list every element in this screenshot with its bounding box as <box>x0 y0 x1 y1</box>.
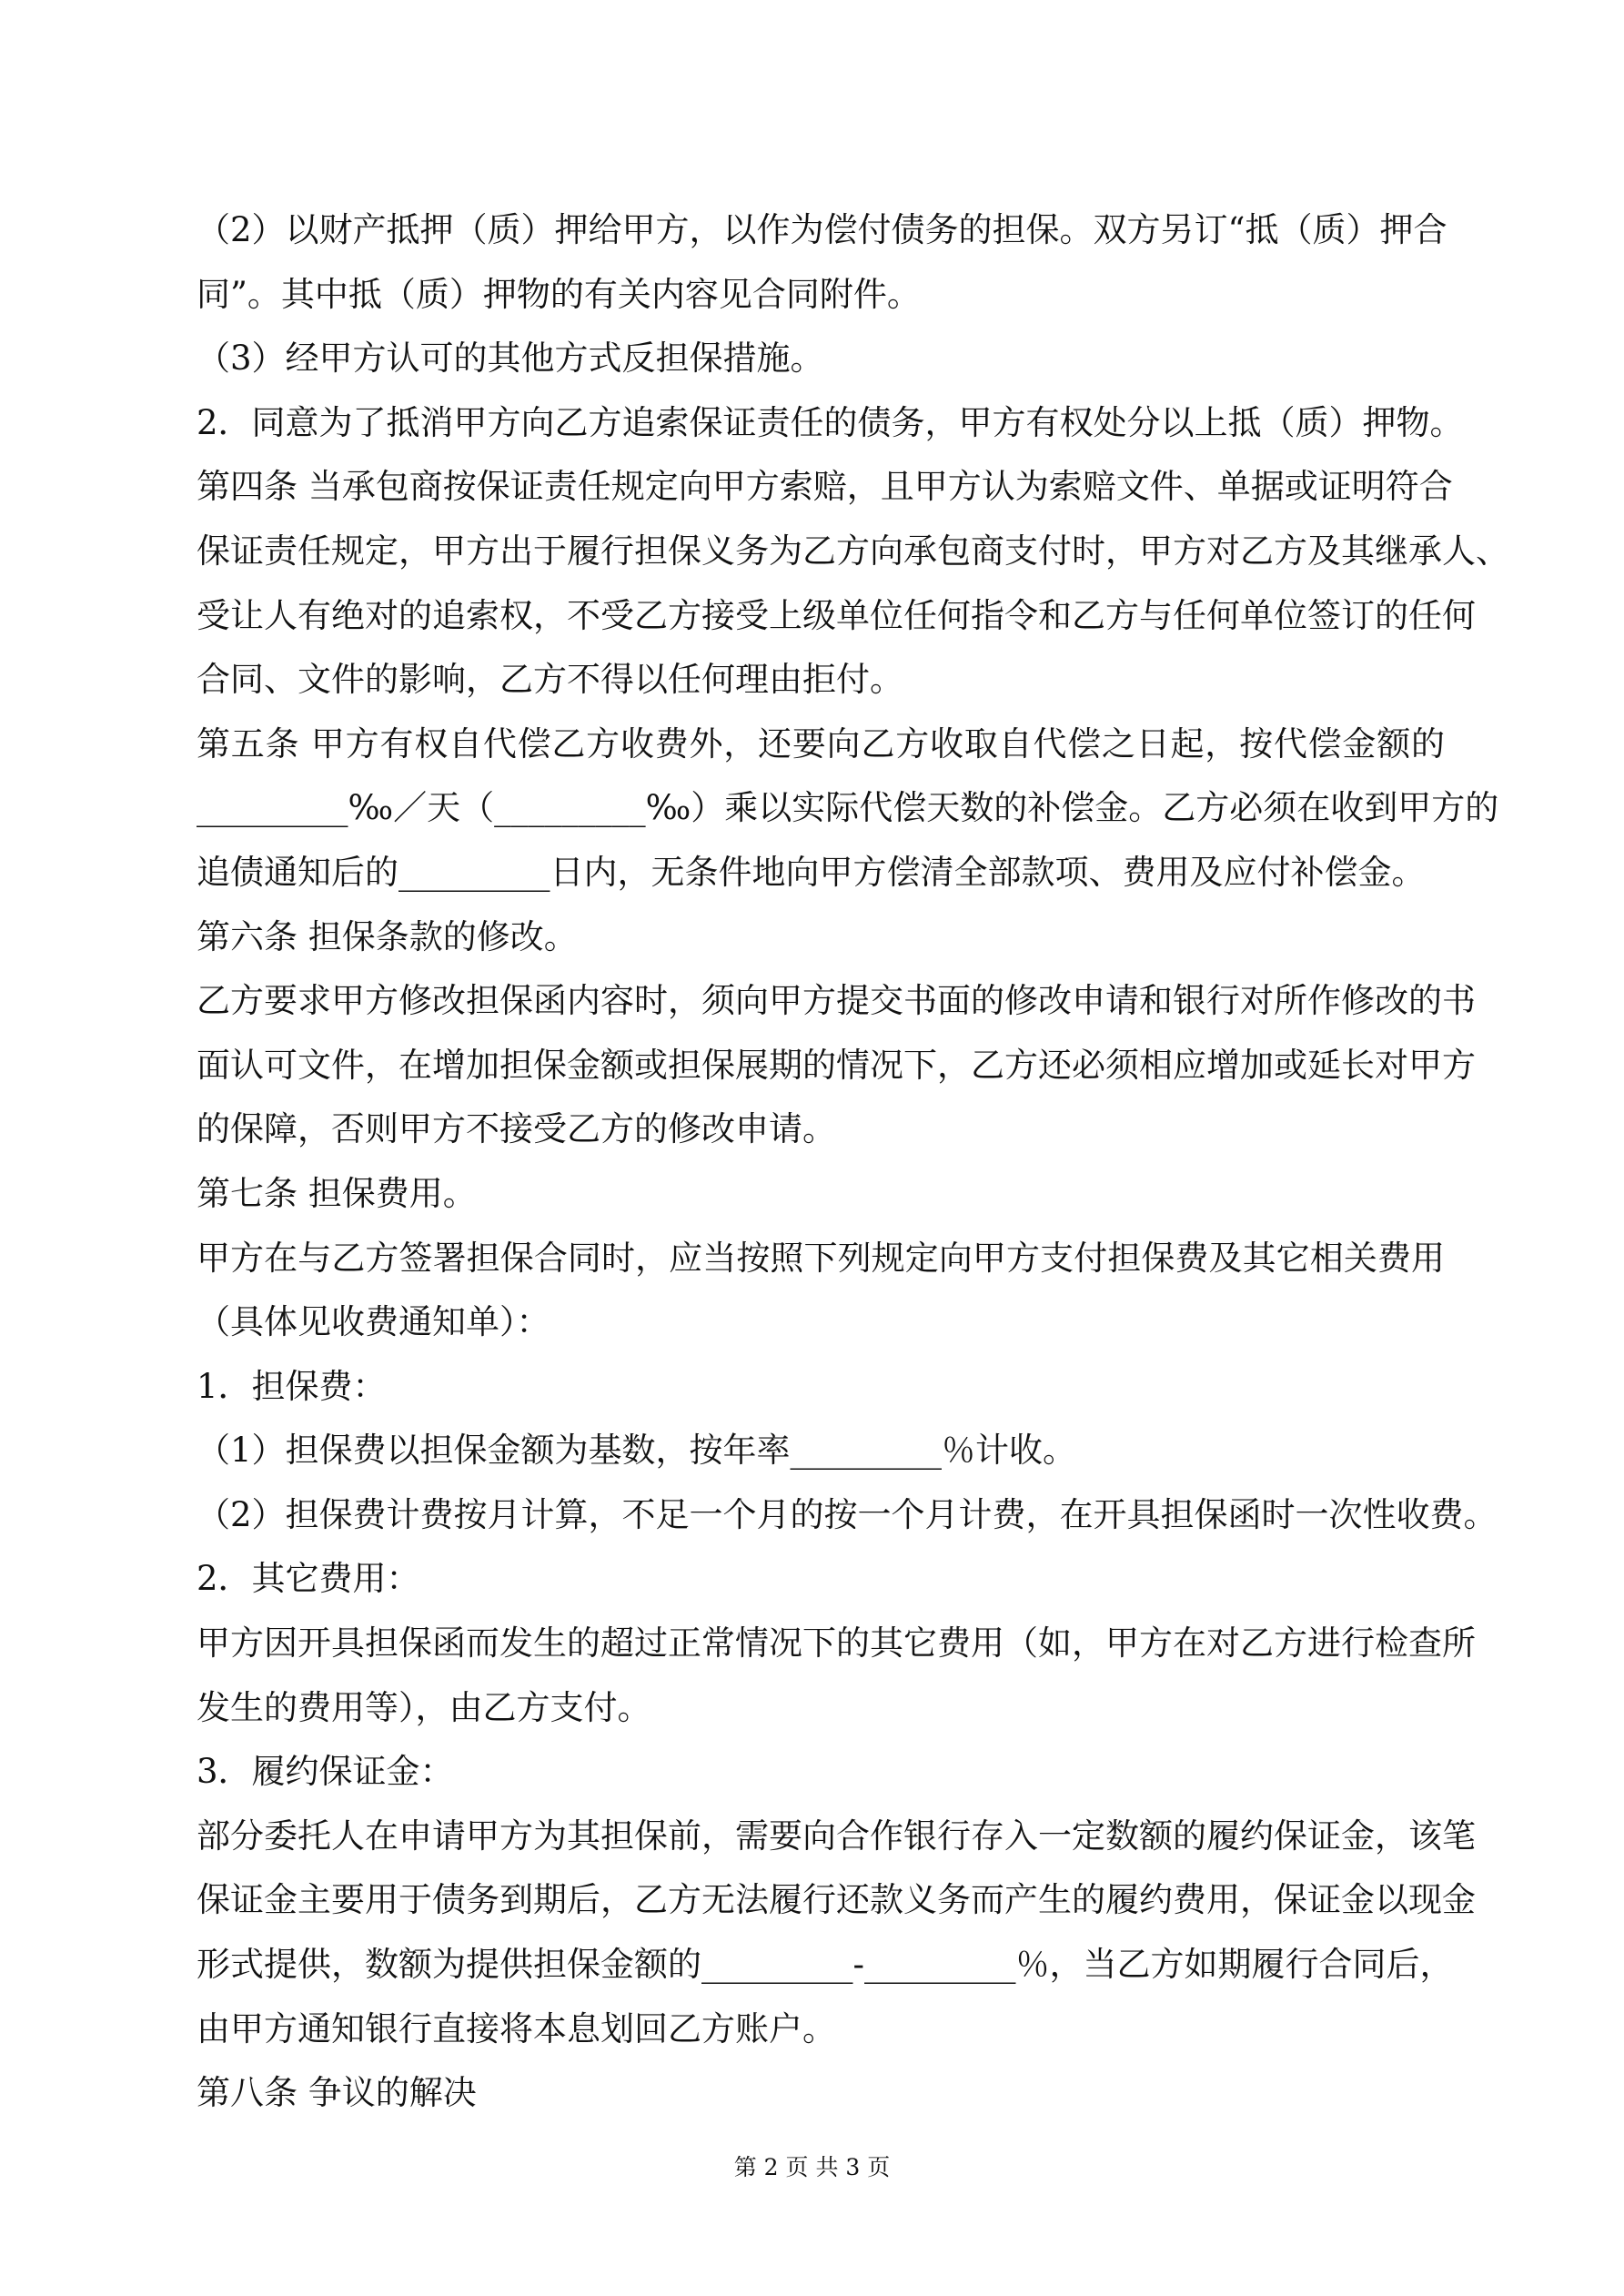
text-line: 部分委托人在申请甲方为其担保前，需要向合作银行存入一定数额的履约保证金，该笔 <box>197 1816 1476 1856</box>
text-line: 形式提供，数额为提供担保金额的_________-_________％，当乙方如期履行合同后， <box>197 1945 1454 1985</box>
text-line: 第四条 当承包商按保证责任规定向甲方索赔，且甲方认为索赔文件、单据或证明符合 <box>197 467 1453 507</box>
text-line: 的保障，否则甲方不接受乙方的修改申请。 <box>197 1109 836 1149</box>
text-line: 1．担保费： <box>197 1366 387 1406</box>
text-line: （1）担保费以担保金额为基数，按年率_________％计收。 <box>197 1431 1077 1471</box>
text-line: 第五条 甲方有权自代偿乙方收费外，还要向乙方收取自代偿之日起，按代偿金额的 <box>197 723 1445 764</box>
text-line: 保证责任规定，甲方出于履行担保义务为乙方向承包商支付时，甲方对乙方及其继承人、 <box>197 531 1509 571</box>
text-line: 面认可文件，在增加担保金额或担保展期的情况下，乙方还必须相应增加或延长对甲方 <box>197 1045 1476 1085</box>
text-line: 保证金主要用于债务到期后，乙方无法履行还款义务而产生的履约费用，保证金以现金 <box>197 1880 1476 1920</box>
text-line: 同”。其中抵（质）押物的有关内容见合同附件。 <box>197 274 921 314</box>
text-line: 第六条 担保条款的修改。 <box>197 916 578 956</box>
text-line: 第八条 争议的解决 <box>197 2073 477 2113</box>
text-line: 甲方因开具担保函而发生的超过正常情况下的其它费用（如，甲方在对乙方进行检查所 <box>197 1623 1476 1664</box>
text-line: （2）以财产抵押（质）押给甲方，以作为偿付债务的担保。双方另订“抵（质）押合 <box>197 210 1447 249</box>
text-line: （3）经甲方认可的其他方式反担保措施。 <box>197 339 824 379</box>
text-line: 合同、文件的影响，乙方不得以任何理由拒付。 <box>197 660 903 700</box>
text-line: _________‰／天（_________‰）乘以实际代偿天数的补偿金。乙方必须在收到甲方的 <box>197 788 1499 828</box>
text-line: 2．同意为了抵消甲方向乙方追索保证责任的债务，甲方有权处分以上抵（质）押物。 <box>197 402 1464 442</box>
text-line: （具体见收费通知单）： <box>197 1302 550 1342</box>
page-footer: 第 2 页 共 3 页 <box>733 2154 891 2180</box>
text-line: 由甲方通知银行直接将本息划回乙方账户。 <box>197 2008 836 2048</box>
text-line: 乙方要求甲方修改担保函内容时，须向甲方提交书面的修改申请和银行对所作修改的书 <box>197 981 1476 1021</box>
text-line: 甲方在与乙方签署担保合同时，应当按照下列规定向甲方支付担保费及其它相关费用 <box>197 1238 1445 1278</box>
text-line: 2．其它费用： <box>197 1559 420 1599</box>
text-line: 追债通知后的_________日内，无条件地向甲方偿清全部款项、费用及应付补偿金。 <box>197 852 1426 892</box>
text-line: 第七条 担保费用。 <box>197 1173 477 1213</box>
text-line: 发生的费用等），由乙方支付。 <box>197 1687 651 1727</box>
text-line: （2）担保费计费按月计算，不足一个月的按一个月计费，在开具担保函时一次性收费。 <box>197 1494 1498 1534</box>
text-line: 3．履约保证金： <box>197 1752 454 1792</box>
document-body <box>197 198 1509 2126</box>
text-line: 受让人有绝对的追索权，不受乙方接受上级单位任何指令和乙方与任何单位签订的任何 <box>197 595 1476 635</box>
